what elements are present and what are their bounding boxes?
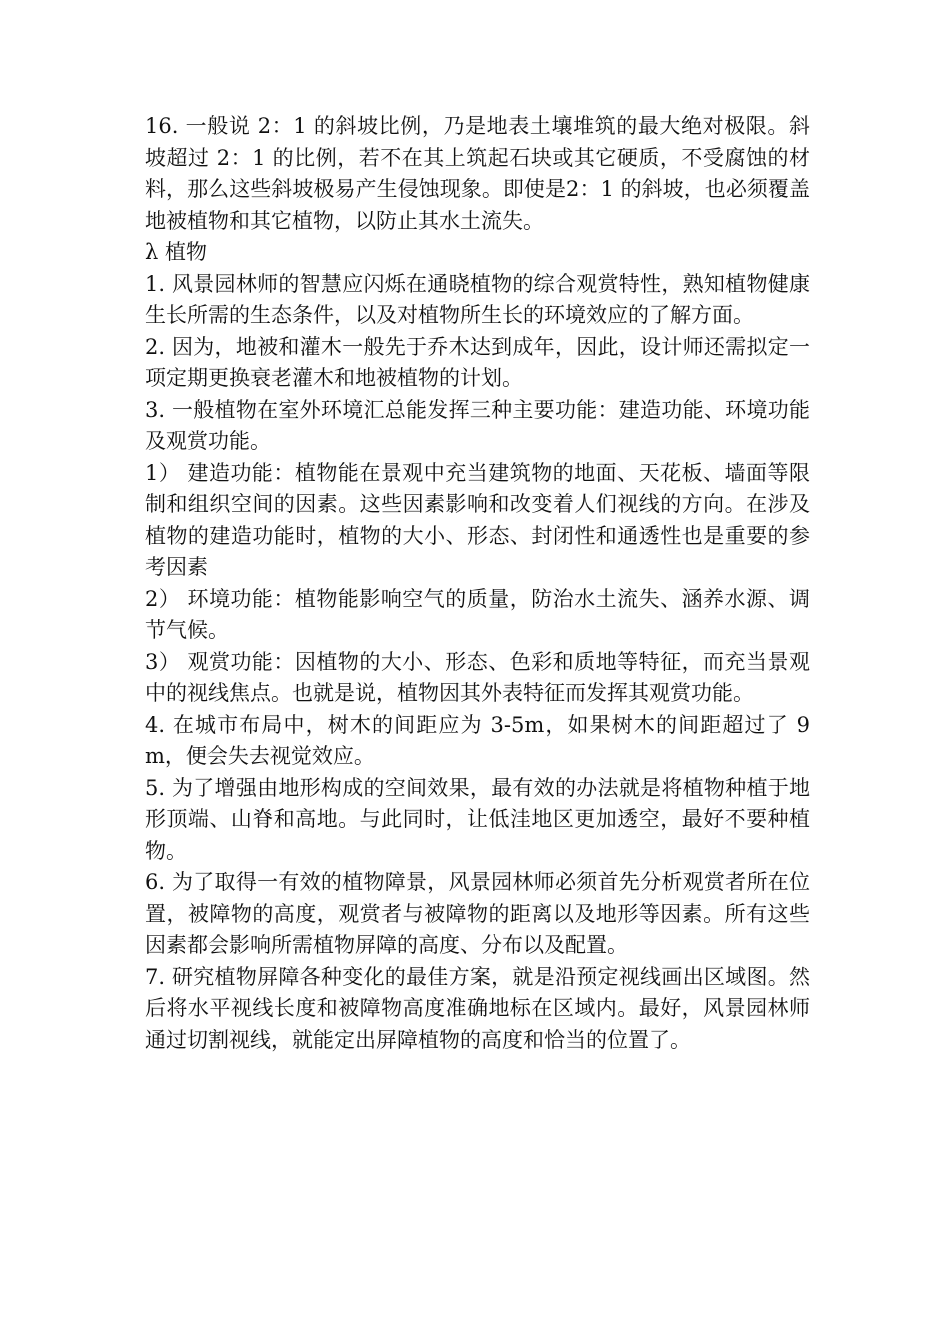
section-heading-plants: λ 植物 xyxy=(145,240,207,264)
paragraph-item-7: 7. 研究植物屏障各种变化的最佳方案，就是沿预定视线画出区域图。然后将水平视线长度和被障物高度准确地标在区域内。最好，风景园林师通过切割视线，就能定出屏障植物的高度和恰当的位置了。 xyxy=(145,964,810,1052)
paragraph-item-2: 2. 因为，地被和灌木一般先于乔木达到成年，因此，设计师还需拟定一项定期更换衰老灌木和地被植物的计划。 xyxy=(145,334,810,390)
paragraph-item-6: 6. 为了取得一有效的植物障景，风景园林师必须首先分析观赏者所在位置，被障物的高度，观赏者与被障物的距离以及地形等因素。所有这些因素都会影响所需植物屏障的高度、分布以及配置。 xyxy=(145,870,810,957)
paragraph-item-5: 5. 为了增强由地形构成的空间效果，最有效的办法就是将植物种植于地形顶端、山脊和高地。与此同时，让低洼地区更加透空，最好不要种植物。 xyxy=(145,775,810,863)
paragraph-subitem-construction: 1） 建造功能：植物能在景观中充当建筑物的地面、天花板、墙面等限制和组织空间的因素。这些因素影响和改变着人们视线的方向。在涉及植物的建造功能时，植物的大小、形态、封闭性和通透性也是重要的参考因素 xyxy=(145,460,810,579)
paragraph-subitem-environment: 2） 环境功能：植物能影响空气的质量，防治水土流失、涵养水源、调节气候。 xyxy=(145,586,810,642)
paragraph-slope-ratio: 16. 一般说 2：1 的斜坡比例，乃是地表土壤堆筑的最大绝对极限。斜坡超过 2：1 的比例，若不在其上筑起石块或其它硬质，不受腐蚀的材料，那么这些斜坡极易产生侵蚀现象。即使是2：1 的斜坡，也必须覆盖地被植物和其它植物，以防止其水土流失。 xyxy=(145,114,810,233)
paragraph-item-1: 1. 风景园林师的智慧应闪烁在通晓植物的综合观赏特性，熟知植物健康生长所需的生态条件，以及对植物所生长的环境效应的了解方面。 xyxy=(145,271,810,327)
paragraph-subitem-ornamental: 3） 观赏功能：因植物的大小、形态、色彩和质地等特征，而充当景观中的视线焦点。也就是说，植物因其外表特征而发挥其观赏功能。 xyxy=(145,649,810,705)
paragraph-item-3: 3. 一般植物在室外环境汇总能发挥三种主要功能：建造功能、环境功能及观赏功能。 xyxy=(145,397,810,453)
document-body xyxy=(145,111,810,1056)
paragraph-item-4: 4. 在城市布局中，树木的间距应为 3-5m，如果树木的间距超过了 9m，便会失去视觉效应。 xyxy=(145,712,810,768)
